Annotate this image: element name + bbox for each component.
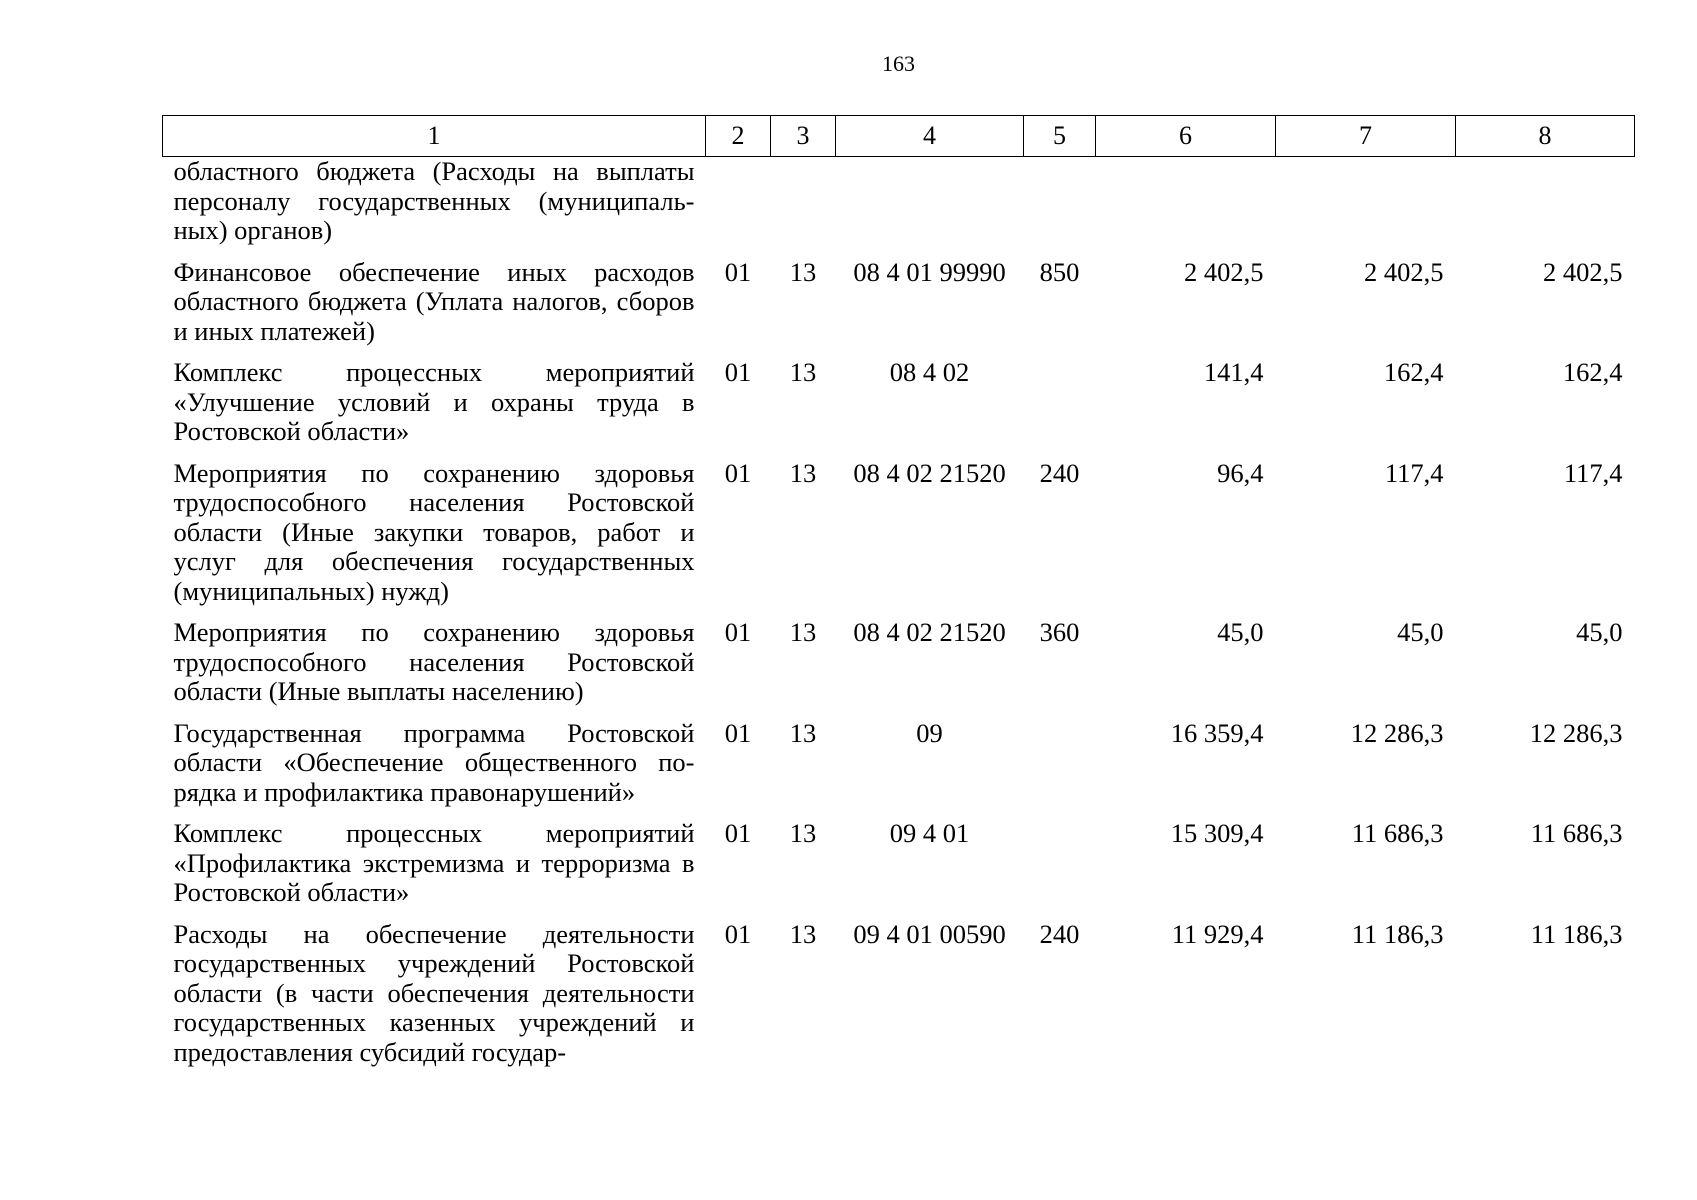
row-col-2: 01 [724, 256, 752, 287]
row-col-7: 11 186,3 [1351, 918, 1444, 949]
row-col-5: 240 [1039, 457, 1080, 488]
row-name: Комплекс процессных мероприятий «Профилактика экстремизма и терроризма в Ростовской области» [173, 818, 695, 907]
row-col-4: 09 4 01 00590 [853, 918, 1006, 949]
row-col-3: 13 [789, 617, 817, 647]
row-col-5: 360 [1039, 617, 1080, 647]
table-row [163, 819, 1635, 920]
row-col-2: 01 [724, 918, 752, 949]
page-number: 163 [882, 51, 915, 76]
row-name: Расходы на обеспечение деятельности государственных учреждений Ростовской области (в части обеспечения деятельности государственных казенных учреждений и предоставления субсидий государ- [173, 918, 695, 1067]
column-header-6: 6 [1096, 116, 1276, 157]
row-col-5: 240 [1039, 918, 1080, 949]
table-row [163, 358, 1635, 459]
column-header-5: 5 [1024, 116, 1096, 157]
table-row [163, 258, 1635, 359]
row-col-8: 117,4 [1563, 457, 1623, 488]
row-col-7: 45,0 [1397, 617, 1444, 647]
row-col-4: 08 4 02 [889, 357, 970, 387]
row-name: Мероприятия по сохранению здоровья трудоспособного населения Ростовской области (Иные закупки товаров, работ и услуг для обеспечения государственных (муниципальных) нужд) [173, 457, 695, 606]
row-col-7: 162,4 [1383, 357, 1444, 387]
row-col-8: 2 402,5 [1543, 256, 1623, 287]
table-row [163, 920, 1635, 1080]
row-col-3: 13 [789, 256, 817, 287]
row-col-4: 08 4 02 21520 [853, 617, 1006, 647]
row-col-6: 45,0 [1217, 617, 1264, 647]
column-header-4: 4 [836, 116, 1024, 157]
table-row [163, 459, 1635, 619]
row-col-2: 01 [724, 818, 752, 848]
row-col-2 [706, 157, 771, 258]
row-col-5 [1024, 719, 1096, 820]
row-col-4: 09 4 01 [889, 818, 970, 848]
row-col-4: 08 4 02 21520 [853, 457, 1006, 488]
row-col-6: 16 359,4 [1170, 717, 1264, 748]
row-col-3: 13 [789, 818, 817, 848]
row-name: Комплекс процессных мероприятий «Улучшение условий и охраны труда в Ростовской области» [173, 357, 695, 446]
row-col-2: 01 [724, 717, 752, 748]
row-col-5 [1024, 819, 1096, 920]
row-col-2: 01 [724, 457, 752, 488]
row-col-6 [1096, 157, 1276, 258]
row-name: областного бюджета (Расходы на выплаты персоналу государственных (муниципальных) органов) [173, 156, 695, 245]
row-col-2: 01 [724, 357, 752, 387]
row-col-6: 2 402,5 [1184, 256, 1264, 287]
row-col-4: 09 [916, 717, 943, 748]
row-col-2: 01 [724, 617, 752, 647]
table-row [163, 618, 1635, 719]
row-col-4 [836, 157, 1024, 258]
row-col-7: 11 686,3 [1351, 818, 1444, 848]
row-col-3: 13 [789, 717, 817, 748]
column-header-1: 1 [163, 116, 706, 157]
row-col-5 [1024, 358, 1096, 459]
row-col-6: 15 309,4 [1170, 818, 1264, 848]
row-col-5: 850 [1039, 256, 1080, 287]
budget-table [162, 115, 1635, 1079]
row-col-5 [1024, 157, 1096, 258]
column-header-7: 7 [1276, 116, 1456, 157]
row-col-3: 13 [789, 918, 817, 949]
row-col-8: 11 186,3 [1530, 918, 1623, 949]
row-col-8: 162,4 [1562, 357, 1623, 387]
row-name: Государственная программа Ростовской области «Обеспечение общественного порядка и профилактика правонарушений» [173, 717, 695, 807]
row-name: Финансовое обеспечение иных расходов областного бюджета (Уплата налогов, сборов и иных платежей) [173, 256, 695, 346]
row-col-6: 11 929,4 [1171, 918, 1264, 949]
row-col-8: 45,0 [1576, 617, 1623, 647]
row-name: Мероприятия по сохранению здоровья трудоспособного населения Ростовской области (Иные выплаты населению) [173, 617, 695, 706]
row-col-3: 13 [789, 357, 817, 387]
column-number-header-row [163, 116, 1635, 157]
column-header-2: 2 [706, 116, 771, 157]
row-col-6: 141,4 [1203, 357, 1264, 387]
row-col-3: 13 [789, 457, 817, 488]
row-col-4: 08 4 01 99990 [853, 256, 1006, 287]
row-col-7: 2 402,5 [1364, 256, 1444, 287]
row-col-8: 11 686,3 [1530, 818, 1623, 848]
row-col-7: 12 286,3 [1350, 717, 1444, 748]
row-col-7: 117,4 [1384, 457, 1444, 488]
row-col-3 [771, 157, 836, 258]
row-col-8 [1456, 157, 1635, 258]
row-col-7 [1276, 157, 1456, 258]
column-header-8: 8 [1456, 116, 1635, 157]
table-row [163, 719, 1635, 820]
row-col-8: 12 286,3 [1529, 717, 1623, 748]
row-col-6: 96,4 [1217, 457, 1264, 488]
table-row [163, 157, 1635, 258]
column-header-3: 3 [771, 116, 836, 157]
